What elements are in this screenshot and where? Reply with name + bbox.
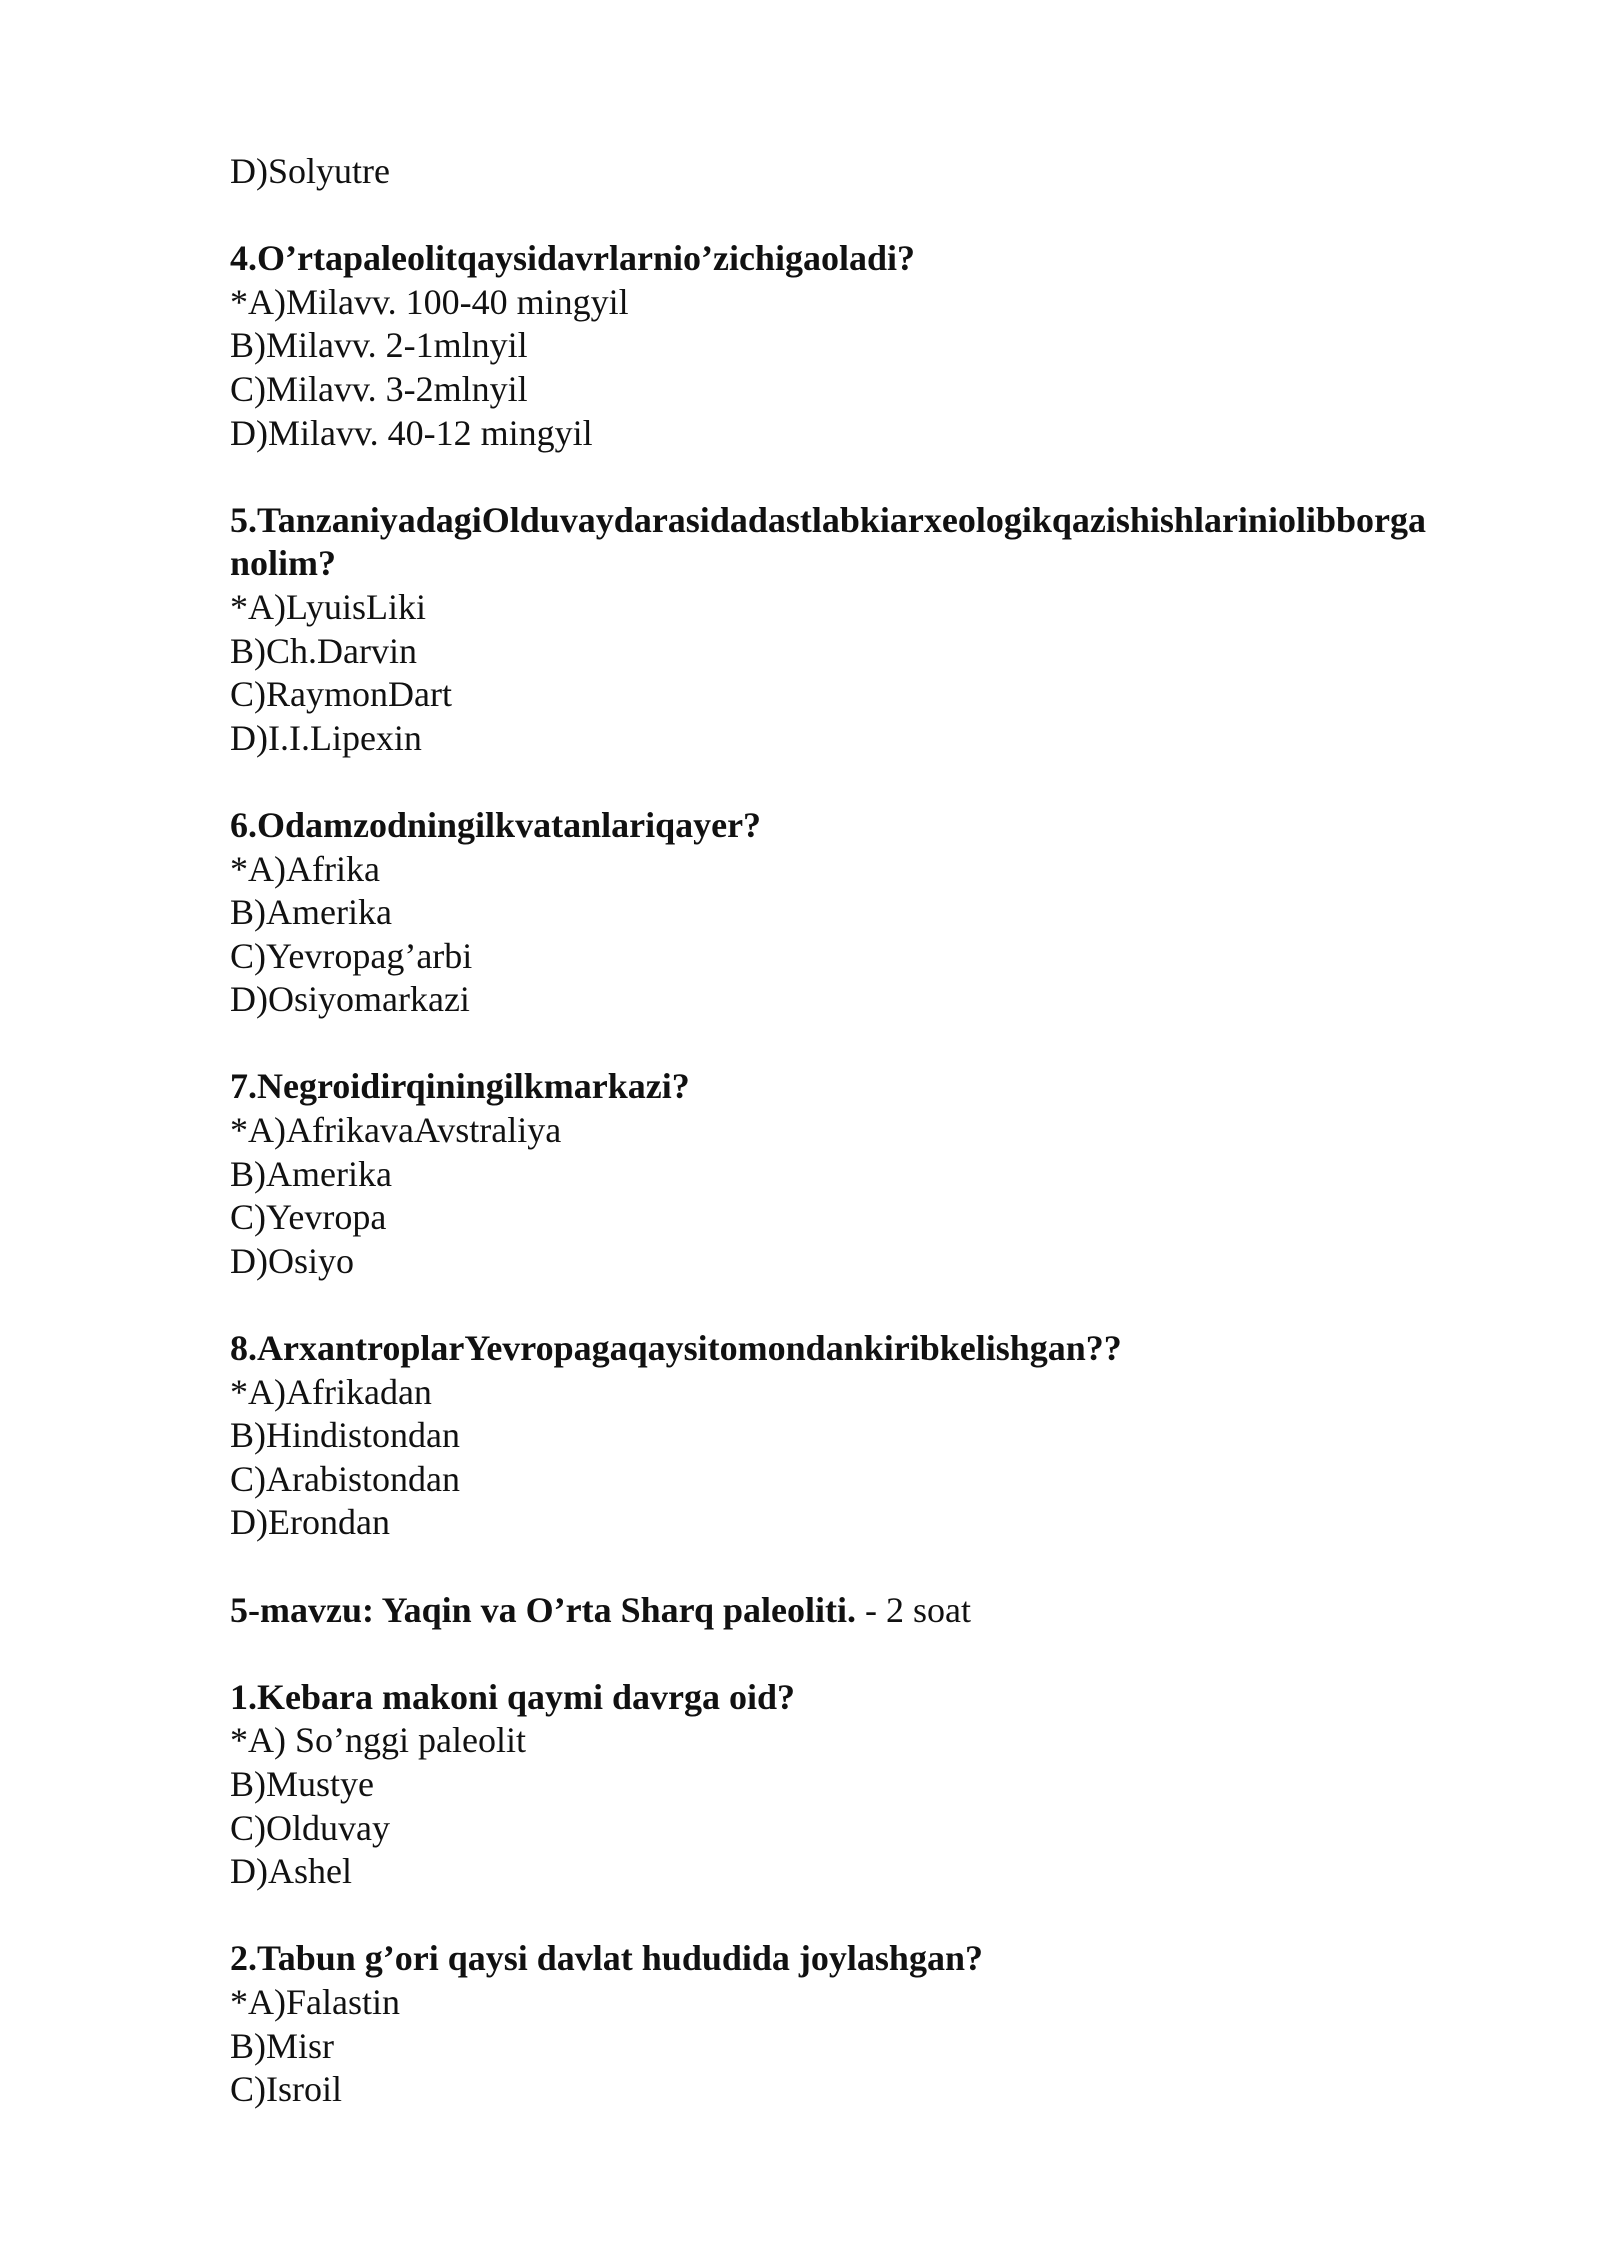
answer-option: C)Olduvay — [230, 1807, 390, 1848]
answer-option: *A)LyuisLiki — [230, 586, 426, 627]
topic-duration: - 2 soat — [856, 1589, 972, 1630]
document-page — [230, 150, 1530, 2112]
answer-option: C)Yevropag’arbi — [230, 935, 473, 976]
answer-option: C)RaymonDart — [230, 674, 452, 715]
topic-title: 5-mavzu: Yaqin va O’rta Sharq paleoliti. — [230, 1589, 857, 1630]
answer-option: D)Osiyo — [230, 1240, 354, 1281]
answer-option: B)Amerika — [230, 1153, 392, 1194]
answer-option: C)Arabistondan — [230, 1458, 460, 1499]
spacer — [230, 1632, 1530, 1676]
answer-option: D)Solyutre — [230, 151, 390, 191]
answer-option: D)Osiyomarkazi — [230, 979, 470, 1020]
topic-question-block-2 — [230, 1937, 1530, 2111]
answer-option: B)Amerika — [230, 892, 392, 933]
spacer — [230, 1022, 1530, 1066]
answer-option: C)Isroil — [230, 2069, 342, 2110]
spacer — [230, 760, 1530, 804]
spacer — [230, 194, 1530, 238]
spacer — [230, 1894, 1530, 1938]
topic-question-block-1 — [230, 1676, 1530, 1894]
answer-option: B)Milavv. 2-1mlnyil — [230, 325, 528, 366]
question-text: 6.Odamzodningilkvatanlariqayer? — [230, 804, 762, 845]
answer-option: D)Ashel — [230, 1851, 352, 1892]
answer-option: C)Yevropa — [230, 1197, 387, 1238]
spacer — [230, 1283, 1530, 1327]
question-block-8 — [230, 1327, 1530, 1545]
question-block-4 — [230, 237, 1530, 455]
answer-option: D)I.I.Lipexin — [230, 717, 422, 758]
topic-heading — [230, 1589, 1530, 1633]
question-block-7 — [230, 1065, 1530, 1283]
spacer — [230, 1545, 1530, 1589]
answer-option: *A)AfrikavaAvstraliya — [230, 1110, 562, 1151]
answer-option: B)Ch.Darvin — [230, 630, 417, 671]
answer-option: B)Misr — [230, 2025, 335, 2066]
answer-option: B)Mustye — [230, 1763, 374, 1804]
question-text-continued: nolim? — [230, 543, 337, 584]
answer-option: *A)Falastin — [230, 1981, 400, 2022]
question-text: 5.TanzaniyadagiOlduvaydarasidadastlabkiarxeologikqazishishlariniolibborga — [230, 499, 1426, 540]
answer-option: C)Milavv. 3-2mlnyil — [230, 368, 528, 409]
answer-option: D)Erondan — [230, 1502, 390, 1543]
answer-option: D)Milavv. 40-12 mingyil — [230, 412, 593, 453]
question-text: 1.Kebara makoni qaymi davrga oid? — [230, 1676, 796, 1717]
question-block-5 — [230, 499, 1530, 761]
question-text: 8.ArxantroplarYevropagaqaysitomondankiribkelishgan?? — [230, 1328, 1122, 1369]
answer-option: B)Hindistondan — [230, 1415, 460, 1456]
answer-option: *A)Afrika — [230, 848, 380, 889]
answer-option: *A)Afrikadan — [230, 1371, 432, 1412]
spacer — [230, 455, 1530, 499]
question-text: 2.Tabun g’ori qaysi davlat hududida joylashgan? — [230, 1938, 983, 1979]
answer-option: *A)Milavv. 100-40 mingyil — [230, 281, 629, 322]
question-text: 4.O’rtapaleolitqaysidavrlarnio’zichigaoladi? — [230, 238, 915, 279]
question-text: 7.Negroidirqiningilkmarkazi? — [230, 1066, 690, 1107]
answer-option: *A) So’nggi paleolit — [230, 1720, 526, 1761]
question-block-6 — [230, 804, 1530, 1022]
